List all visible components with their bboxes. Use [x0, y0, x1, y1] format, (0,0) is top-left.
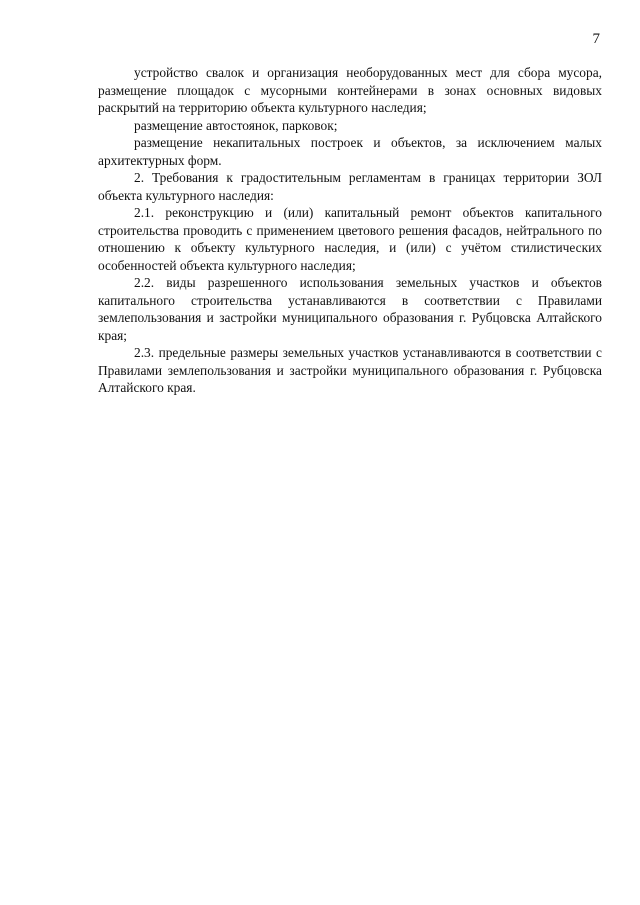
paragraph-section-2-2: 2.2. виды разрешенного использования земельных участков и объектов капитального строительства устанавливаются в соответствии с Правилами землепользования и застройки муниципального образования г. Рубцовска Алтайского края;	[98, 275, 602, 343]
paragraph-parking-prohibition: размещение автостоянок, парковок;	[134, 117, 338, 133]
paragraph-temporary-structures-prohibition: размещение некапитальных построек и объектов, за исключением малых архитектурных форм.	[98, 135, 602, 168]
document-body	[98, 64, 602, 397]
paragraph-section-2-heading: 2. Требования к градостительным регламентам в границах территории ЗОЛ объекта культурного наследия:	[98, 170, 602, 203]
page-number: 7	[592, 31, 600, 47]
paragraph-section-2-3: 2.3. предельные размеры земельных участков устанавливаются в соответствии с Правилами землепользования и застройки муниципального образования г. Рубцовска Алтайского края.	[98, 345, 602, 395]
paragraph-dumps-prohibition: устройство свалок и организация необорудованных мест для сбора мусора, размещение площадок с мусорными контейнерами в зонах основных видовых раскрытий на территорию объекта культурного наследия;	[98, 65, 602, 115]
paragraph-section-2-1: 2.1. реконструкцию и (или) капитальный ремонт объектов капитального строительства проводить с применением цветового решения фасадов, нейтрального по отношению к объекту культурного наследия, и (или) с учётом стилистических особенностей объекта культурного наследия;	[98, 205, 602, 273]
